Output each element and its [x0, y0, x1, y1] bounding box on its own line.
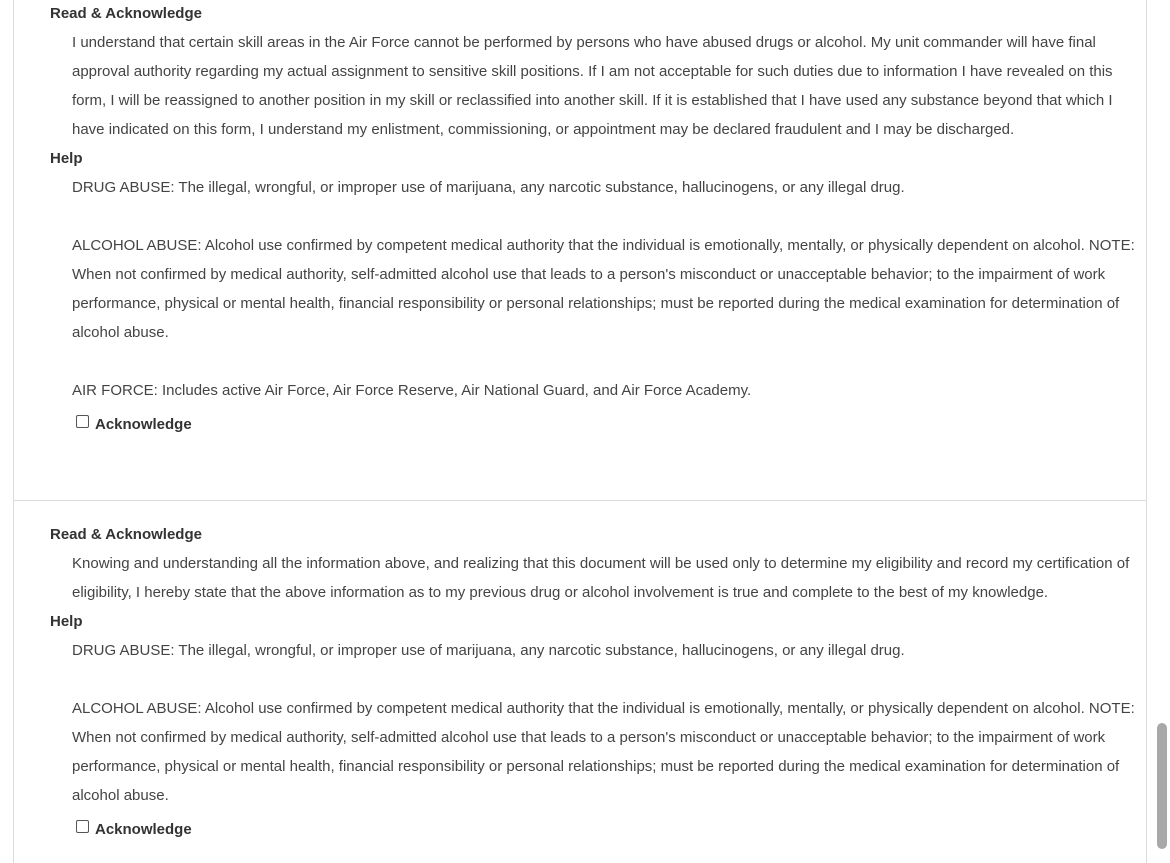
help-air-force-text: AIR FORCE: Includes active Air Force, Air Force Reserve, Air National Guard, and Air Force Academy. [72, 382, 752, 399]
help-heading: Help [50, 613, 83, 630]
acknowledge-row-1[interactable] [50, 409, 1138, 439]
acknowledge-checkbox[interactable] [76, 415, 89, 428]
paragraph-spacer [50, 665, 1138, 694]
read-acknowledge-text: Knowing and understanding all the information above, and realizing that this document will be used only to determine my eligibility and record my certification of eligibility, I hereby state that the above information as to my previous drug or alcohol involvement is true and complete to the best of my knowledge. [72, 555, 1130, 601]
read-acknowledge-heading: Read & Acknowledge [50, 5, 202, 22]
read-acknowledge-text: I understand that certain skill areas in the Air Force cannot be performed by persons who have abused drugs or alcohol. My unit commander will have final approval authority regarding my actual assignment to sensitive skill positions. If I am not acceptable for such duties due to information I have revealed on this form, I will be reassigned to another position in my skill or reclassified into another skill. If it is established that I have used any substance beyond that which I have indicated on this form, I understand my enlistment, commissioning, or appointment may be declared fraudulent and I may be discharged. [72, 34, 1113, 138]
section-divider [14, 500, 1146, 501]
paragraph-spacer [50, 347, 1138, 376]
acknowledge-section-2 [14, 524, 1146, 844]
acknowledge-section-1 [14, 0, 1146, 488]
scrollbar-thumb[interactable] [1157, 723, 1167, 849]
acknowledge-label[interactable]: Acknowledge [95, 820, 192, 838]
acknowledge-row-2[interactable] [50, 814, 1138, 844]
vertical-scrollbar[interactable] [1153, 0, 1170, 863]
paragraph-spacer [50, 202, 1138, 231]
help-heading: Help [50, 150, 83, 167]
acknowledge-checkbox[interactable] [76, 820, 89, 833]
help-alcohol-abuse-text: ALCOHOL ABUSE: Alcohol use confirmed by competent medical authority that the individual is emotionally, mentally, or physically dependent on alcohol. NOTE: When not confirmed by medical authority, self-admitted alcohol use that leads to a person's misconduct or unacceptable behavior; to the impairment of work performance, physical or mental health, financial responsibility or personal relationships; must be reported during the medical examination for determination of alcohol abuse. [72, 237, 1135, 341]
read-acknowledge-heading: Read & Acknowledge [50, 526, 202, 543]
help-drug-abuse-text: DRUG ABUSE: The illegal, wrongful, or improper use of marijuana, any narcotic substance, hallucinogens, or any illegal drug. [72, 642, 905, 659]
form-content [13, 0, 1147, 863]
help-alcohol-abuse-text: ALCOHOL ABUSE: Alcohol use confirmed by competent medical authority that the individual is emotionally, mentally, or physically dependent on alcohol. NOTE: When not confirmed by medical authority, self-admitted alcohol use that leads to a person's misconduct or unacceptable behavior; to the impairment of work performance, physical or mental health, financial responsibility or personal relationships; must be reported during the medical examination for determination of alcohol abuse. [72, 700, 1135, 804]
help-drug-abuse-text: DRUG ABUSE: The illegal, wrongful, or improper use of marijuana, any narcotic substance, hallucinogens, or any illegal drug. [72, 179, 905, 196]
acknowledge-label[interactable]: Acknowledge [95, 415, 192, 433]
